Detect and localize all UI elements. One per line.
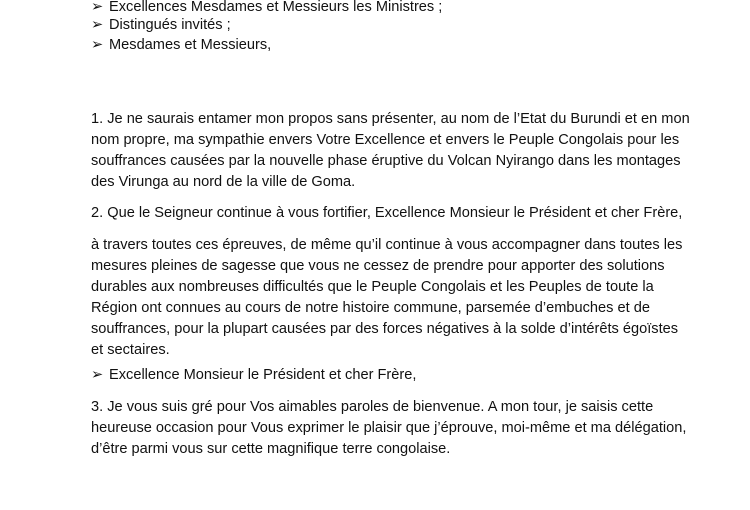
paragraph-2b-line: et sectaires. <box>91 342 170 358</box>
paragraph-1-line: nom propre, ma sympathie envers Votre Excellence et envers le Peuple Congolais pour les <box>91 132 680 148</box>
salutation-guests: ➢ Distingués invités ; <box>91 15 231 36</box>
arrow-bullet-icon: ➢ <box>91 0 104 15</box>
paragraph-1-line: des Virunga au nord de la ville de Goma. <box>91 174 356 190</box>
arrow-bullet-icon: ➢ <box>91 17 104 33</box>
paragraph-3-line: d’être parmi vous sur cette magnifique terre congolaise. <box>91 441 451 457</box>
paragraph-2b-line: durables aux nombreuses difficultés que le Peuple Congolais et les Peuples de toute la <box>91 279 654 295</box>
arrow-bullet-icon: ➢ <box>91 367 104 383</box>
address-line: ➢ Excellence Monsieur le Président et cher Frère, <box>91 365 416 386</box>
paragraph-2-line: 2. Que le Seigneur continue à vous fortifier, Excellence Monsieur le Président et cher Frère, <box>91 205 683 221</box>
arrow-bullet-icon: ➢ <box>91 37 104 53</box>
paragraph-2b-line: souffrances, pour la plupart causées par des forces négatives à la solde d’intérêts égoïstes <box>91 321 679 337</box>
paragraph-3-line: heureuse occasion pour Vous exprimer le plaisir que j’éprouve, moi-même et ma délégation, <box>91 420 687 436</box>
paragraph-2b-line: Région ont connues au cours de notre histoire commune, parsemée d’embuches et de <box>91 300 650 316</box>
paragraph-1-line: souffrances causées par la nouvelle phase éruptive du Volcan Nyirango dans les montages <box>91 153 681 169</box>
salutation-ministers: ➢ Excellences Mesdames et Messieurs les Ministres ; <box>91 0 442 18</box>
paragraph-2b-line: à travers toutes ces épreuves, de même qu’il continue à vous accompagner dans toutes les <box>91 237 683 253</box>
salutation-ladies-gentlemen: ➢ Mesdames et Messieurs, <box>91 35 271 56</box>
paragraph-1-line: 1. Je ne saurais entamer mon propos sans présenter, au nom de l’Etat du Burundi et en mon <box>91 111 690 127</box>
paragraph-2b-line: mesures pleines de sagesse que vous ne cessez de prendre pour apporter des solutions <box>91 258 665 274</box>
paragraph-3-line: 3. Je vous suis gré pour Vos aimables paroles de bienvenue. A mon tour, je saisis cette <box>91 399 654 415</box>
